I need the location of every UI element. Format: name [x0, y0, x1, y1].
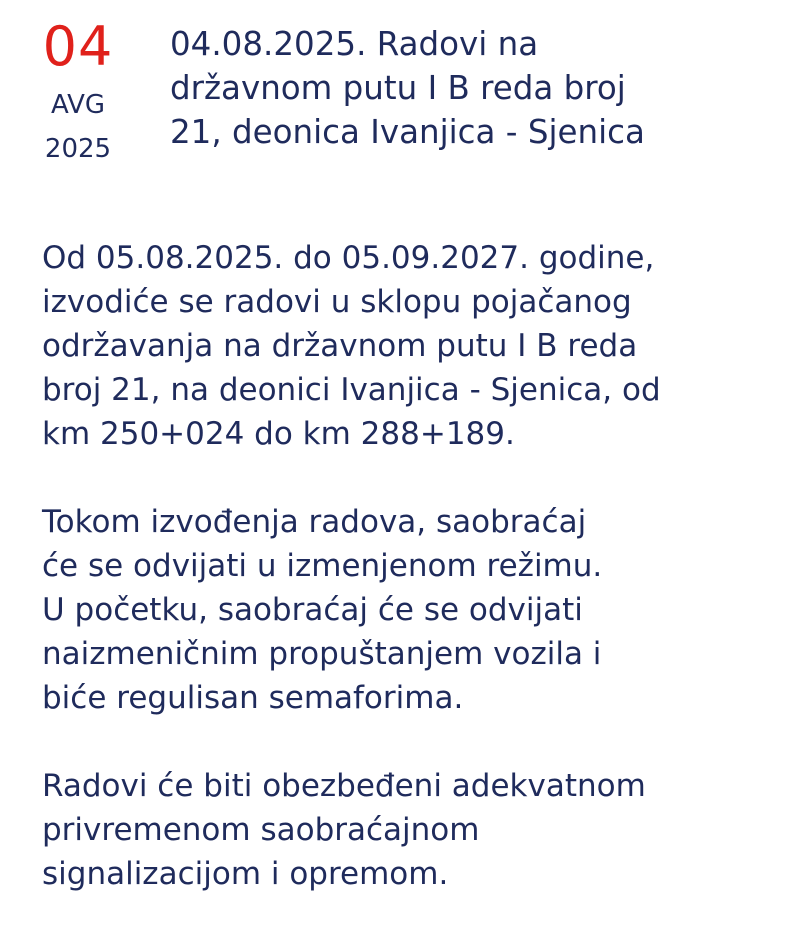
- news-title: 04.08.2025. Radovi na državnom putu I B reda broj 21, deonica Ivanjica - Sjenica: [170, 25, 645, 151]
- news-body: [42, 236, 777, 940]
- date-month: AVG: [50, 90, 106, 120]
- news-header: [0, 0, 787, 200]
- news-paragraph-2: Tokom izvođenja radova, saobraćaj će se odvijati u izmenjenom režimu. U početku, saobraćaj će se odvijati naizmeničnim propuštanjem vozila i biće regulisan semaforima.: [42, 504, 603, 716]
- news-paragraph-3: Radovi će biti obezbeđeni adekvatnom privremenom saobraćajnom signalizacijom i opremom.: [42, 768, 646, 892]
- date-year: 2025: [44, 134, 112, 164]
- date-day: 04: [42, 15, 114, 78]
- date-badge: [38, 15, 118, 166]
- news-paragraph-1: Od 05.08.2025. do 05.09.2027. godine, izvodiće se radovi u sklopu pojačanog održavanja na državnom putu I B reda broj 21, na deonici Ivanjica - Sjenica, od km 250+024 do km 288+189.: [42, 240, 661, 452]
